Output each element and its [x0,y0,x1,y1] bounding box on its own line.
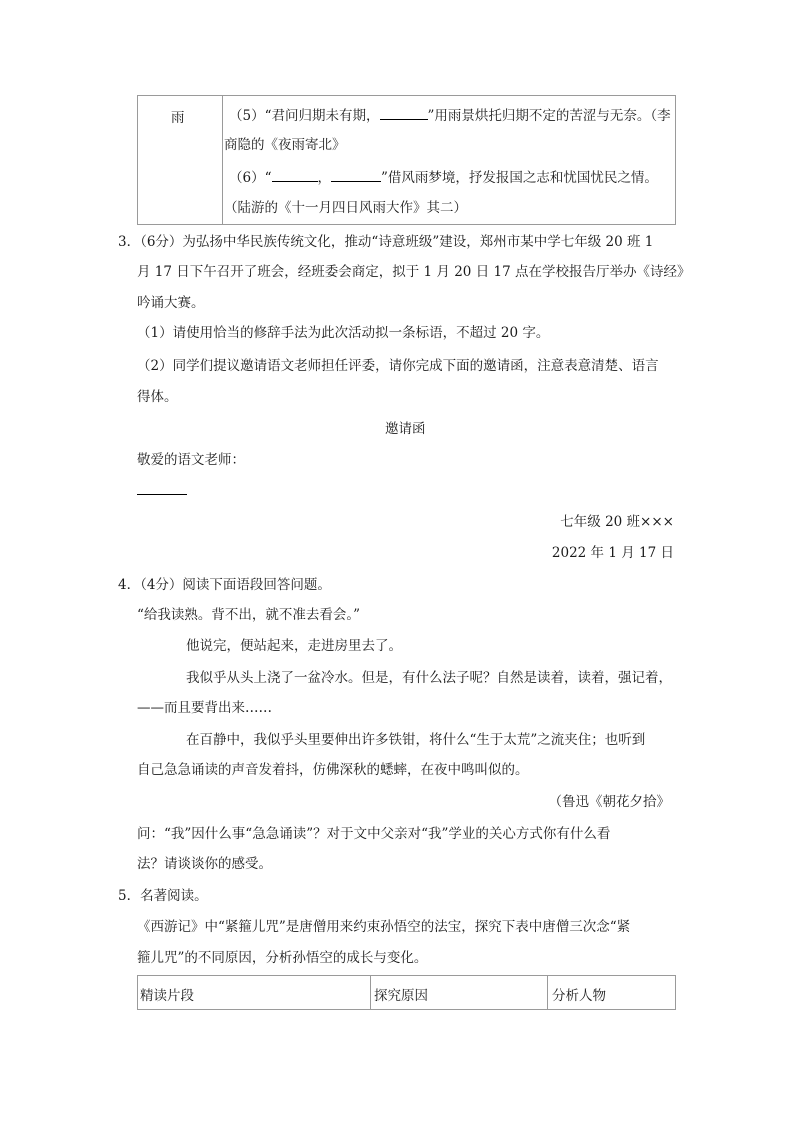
answer-blank[interactable] [380,105,428,120]
letter-title: 邀请函 [385,421,426,437]
q4-p4-line-1: 在百静中，我似乎头里要伸出许多铁钳，将什么“生于太荒”之流夹住；也听到 [186,732,646,748]
q4-p3-line-1: 我似乎从头上浇了一盆冷水。但是，有什么法子呢？自然是读着，读着，强记着， [186,670,672,686]
table-header-cell: 精读片段 [140,988,194,1004]
table-divider [370,976,371,1009]
answer-blank[interactable] [272,167,318,182]
table-line-2: 商隐的《夜雨寄北》 [224,137,346,153]
table-line-3: （6）“ ， ”借风雨梦境，抒发报国之志和忧国忧民之情。 [229,167,658,188]
q4-p1: “给我读熟。背不出，就不准去看会。” [137,607,361,623]
q4-source: （鲁迅《朝花夕拾》 [548,794,670,810]
table-header-cell: 分析人物 [552,988,606,1004]
q5-header: 5．名著阅读。 [118,888,208,904]
q5-intro-line-2: 箍儿咒”的不同原因，分析孙悟空的成长与变化。 [137,950,428,966]
q3-line-1: 3．（6分）为弘扬中华民族传统文化，推动“诗意班级”建设，郑州市某中学七年级 20 班 1 [118,234,654,250]
table-line-1: （5）“君问归期未有期， ”用雨景烘托归期不定的苦涩与无奈。（李 [229,105,671,126]
letter-salutation: 敬爱的语文老师： [137,452,245,468]
q4-p3-line-2: ——而且要背出来…… [137,700,272,716]
letter-body [137,480,187,501]
letter-signature: 七年级 20 班××× [560,514,674,530]
row-label: 雨 [171,110,185,126]
journey-west-table [137,975,676,1010]
q4-p2: 他说完，便站起来，走进房里去了。 [186,638,402,654]
q3-line-3: 吟诵大赛。 [137,295,205,311]
table-divider [547,976,548,1009]
q3-sub-1: （1）请使用恰当的修辞手法为此次活动拟一条标语，不超过 20 字。 [137,325,550,341]
answer-blank[interactable] [137,480,187,495]
letter-date: 2022 年 1 月 17 日 [551,545,674,561]
table-divider [222,96,223,224]
q3-sub-2-line-1: （2）同学们提议邀请语文老师担任评委，请你完成下面的邀请函，注意表意清楚、语言 [137,358,659,374]
q4-question-line-2: 法？请谈谈你的感受。 [137,856,272,872]
answer-blank[interactable] [331,167,381,182]
q4-header: 4．（4分）阅读下面语段回答问题。 [118,577,331,593]
q5-intro-line-1: 《西游记》中“紧箍儿咒”是唐僧用来约束孙悟空的法宝，探究下表中唐僧三次念“紧 [137,919,631,935]
q3-sub-2-line-2: 得体。 [137,389,178,405]
table-line-4: （陆游的《十一月四日风雨大作》其二） [224,200,467,216]
q4-question-line-1: 问：“我”因什么事“急急诵读”？对于文中父亲对“我”学业的关心方式你有什么看 [137,826,611,842]
q4-p4-line-2: 自己急急诵读的声音发着抖，仿佛深秋的蟋蟀，在夜中鸣叫似的。 [137,762,529,778]
q3-line-2: 月 17 日下午召开了班会，经班委会商定，拟于 1 月 20 日 17 点在学校报告厅举办《诗经》 [137,264,691,280]
table-header-cell: 探究原因 [374,988,428,1004]
